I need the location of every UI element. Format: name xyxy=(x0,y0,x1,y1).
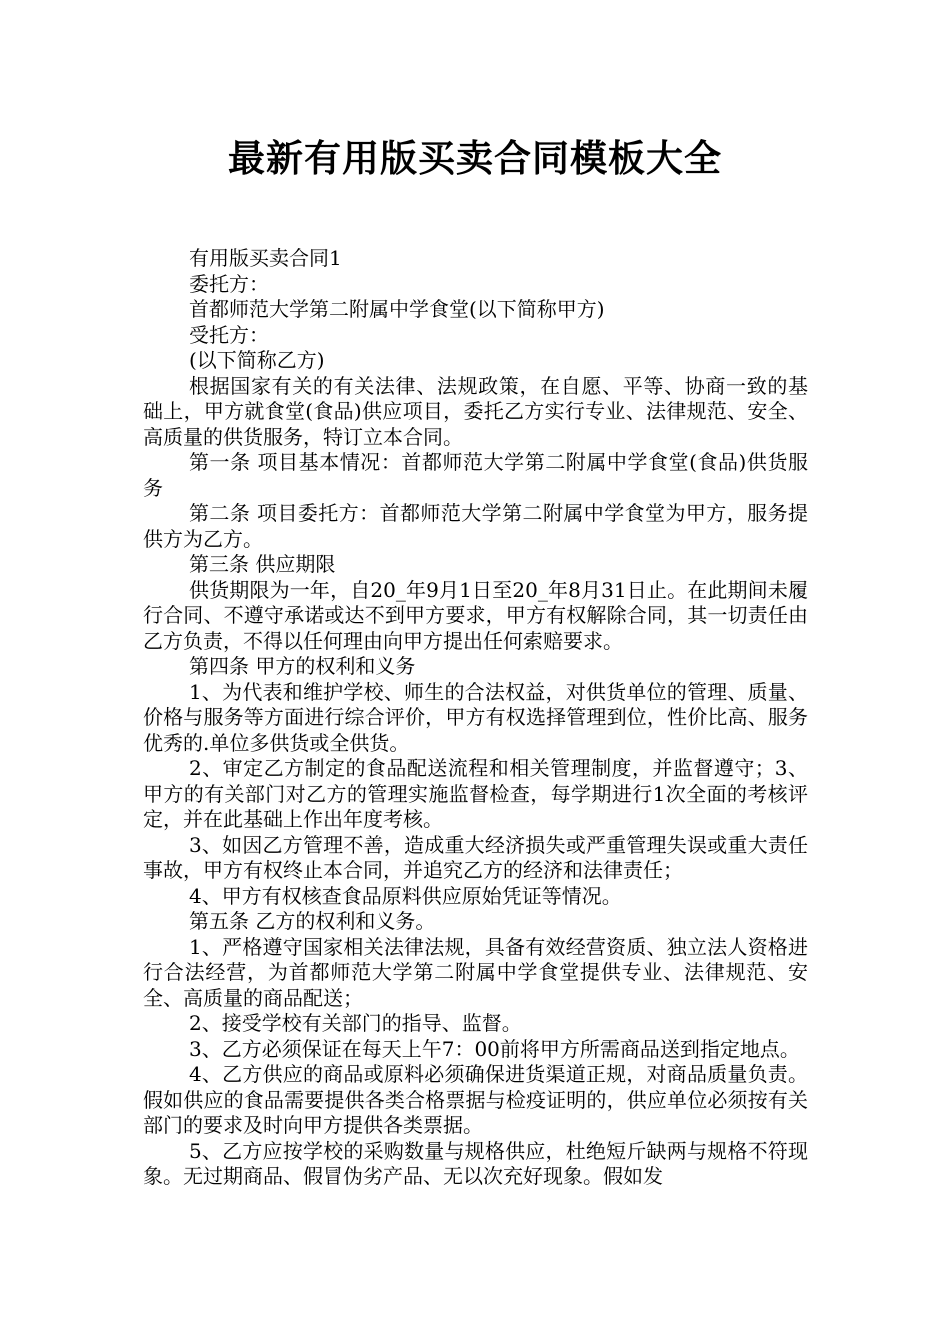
paragraph: 第一条 项目基本情况：首都师范大学第二附属中学食堂(食品)供货服务 xyxy=(143,450,808,500)
paragraph: 首都师范大学第二附属中学食堂(以下简称甲方) xyxy=(189,297,605,321)
document-title: 最新有用版买卖合同模板大全 xyxy=(228,137,722,180)
paragraph: 供货期限为一年，自20_年9月1日至20_年8月31日止。在此期间未履行合同、不遵守承诺或达不到甲方要求，甲方有权解除合同，其一切责任由乙方负责，不得以任何理由向甲方提出任何索赔要求。 xyxy=(143,577,808,653)
paragraph: 3、如因乙方管理不善，造成重大经济损失或严重管理失误或重大责任事故，甲方有权终止本合同，并追究乙方的经济和法律责任； xyxy=(143,832,808,882)
paragraph: 2、审定乙方制定的食品配送流程和相关管理制度，并监督遵守；3、甲方的有关部门对乙方的管理实施监督检查，每学期进行1次全面的考核评定，并在此基础上作出年度考核。 xyxy=(143,756,808,831)
paragraph: 1、为代表和维护学校、师生的合法权益，对供货单位的管理、质量、价格与服务等方面进行综合评价，甲方有权选择管理到位，性价比高、服务优秀的.单位多供货或全供货。 xyxy=(143,679,808,755)
paragraph: 3、乙方必须保证在每天上午7：00前将甲方所需商品送到指定地点。 xyxy=(189,1036,800,1061)
paragraph: 1、严格遵守国家相关法律法规，具备有效经营资质、独立法人资格进行合法经营，为首都师范大学第二附属中学食堂提供专业、法律规范、安全、高质量的商品配送； xyxy=(143,934,808,1010)
paragraph: 第四条 甲方的权利和义务 xyxy=(189,654,416,678)
paragraph: 第三条 供应期限 xyxy=(189,552,336,576)
paragraph: 委托方： xyxy=(189,271,269,296)
paragraph: (以下简称乙方) xyxy=(189,348,325,372)
paragraph: 第二条 项目委托方：首都师范大学第二附属中学食堂为甲方，服务提供方为乙方。 xyxy=(143,501,808,551)
paragraph: 第五条 乙方的权利和义务。 xyxy=(189,909,436,933)
paragraph: 受托方： xyxy=(189,322,269,347)
paragraph: 有用版买卖合同1 xyxy=(189,246,342,270)
document-body xyxy=(143,246,808,1190)
paragraph: 5、乙方应按学校的采购数量与规格供应，杜绝短斤缺两与规格不符现象。无过期商品、假冒伪劣产品、无以次充好现象。假如发 xyxy=(143,1138,808,1188)
paragraph: 4、乙方供应的商品或原料必须确保进货渠道正规，对商品质量负责。假如供应的食品需要提供各类合格票据与检疫证明的，供应单位必须按有关部门的要求及时向甲方提供各类票据。 xyxy=(143,1062,808,1137)
paragraph: 2、接受学校有关部门的指导、监督。 xyxy=(189,1011,522,1035)
paragraph: 4、甲方有权核查食品原料供应原始凭证等情况。 xyxy=(189,883,622,908)
paragraph: 根据国家有关的有关法律、法规政策，在自愿、平等、协商一致的基础上，甲方就食堂(食品)供应项目，委托乙方实行专业、法律规范、安全、高质量的供货服务，特订立本合同。 xyxy=(143,373,808,449)
